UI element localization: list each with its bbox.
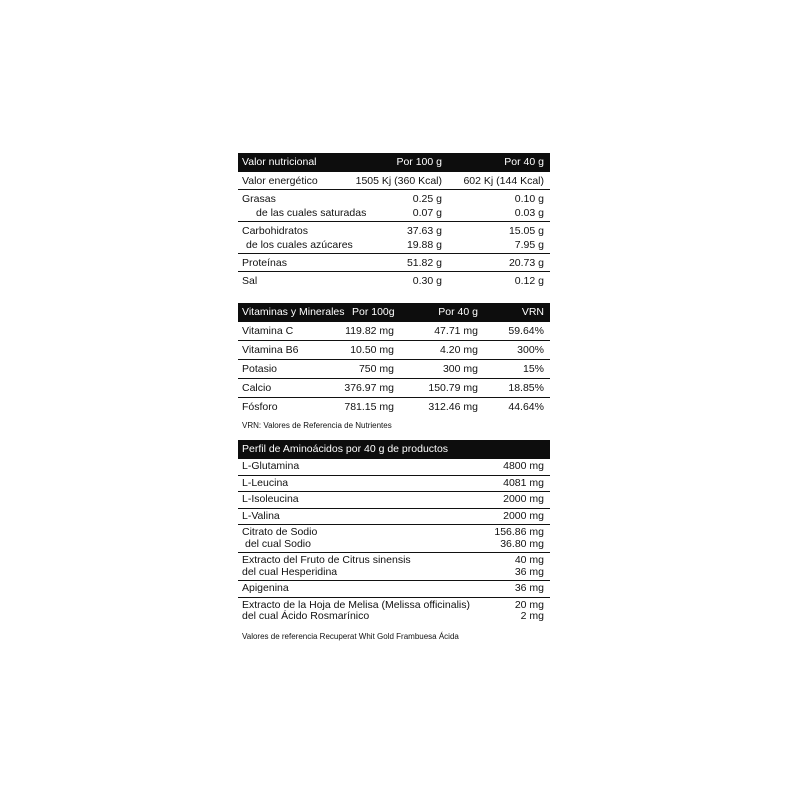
row-sublabel: del cual Ácido Rosmarínico [242,610,370,622]
header-nutrition-value: Valor nutricional [242,156,317,168]
protein-row [238,254,550,272]
value-per-100g: 750 mg [358,363,394,375]
row-value: 36.80 mg [500,537,544,550]
amino-name: L-Leucina [242,476,289,489]
value-per-100g: 19.88 g [406,239,442,251]
value-per-40g: 15.05 g [508,225,544,237]
value-per-100g: 0.07 g [412,207,442,219]
header-vrn: VRN [521,306,544,318]
nutrient-name: Fósforo [242,401,278,413]
vitamin-row [238,379,550,398]
value-per-40g: 20.73 g [508,257,544,269]
nutrition-table [238,153,550,289]
row-label: Proteínas [242,257,287,269]
value-per-100g: 781.15 mg [344,401,394,413]
row-label: Apigenina [242,582,289,594]
amino-name: L-Valina [242,509,280,522]
value-per-40g: 150.79 mg [428,382,478,394]
value-per-100g: 51.82 g [406,257,442,269]
value-per-40g: 312.46 mg [428,401,478,413]
row-label: Citrato de Sodio [242,526,318,538]
vitamins-table [238,303,550,432]
nutrient-name: Potasio [242,363,278,375]
row-label: Valor energético [242,175,318,187]
value-per-100g: 119.82 mg [345,325,394,337]
amino-row [238,476,550,493]
row-label: Carbohidratos [242,225,308,237]
row-value: 36 mg [514,565,544,578]
row-value: 156.86 mg [494,526,544,538]
amino-value: 2000 mg [503,509,544,522]
amino-table [238,440,550,641]
row-sublabel: de las cuales saturadas [256,207,367,219]
fats-row [238,190,550,222]
carbs-row [238,222,550,254]
value-per-100g: 10.50 mg [350,344,394,356]
nutrition-header [238,153,550,172]
amino-row [238,492,550,509]
vitamins-header [238,303,550,322]
row-sublabel: de los cuales azúcares [246,239,353,251]
apigenin-row [238,581,550,598]
vrn-value: 18.85% [508,382,544,394]
nutrient-name: Calcio [242,382,272,394]
header-per-100g: Por 100g [352,306,395,318]
value-per-40g: 0.12 g [514,275,544,287]
salt-row [238,272,550,289]
vitamin-row [238,341,550,360]
row-value: 40 mg [514,554,544,566]
value-per-40g: 0.10 g [514,193,544,205]
row-sublabel: del cual Sodio [245,537,311,550]
amino-row [238,509,550,526]
amino-header [238,440,550,459]
row-label: Extracto de la Hoja de Melisa (Melissa officinalis) [242,598,470,611]
energy-row [238,172,550,190]
row-label: Extracto del Fruto de Citrus sinensis [242,554,411,566]
row-sublabel: del cual Hesperidina [242,565,338,578]
row-value: 20 mg [514,598,544,611]
value-per-40g: 602 Kj (144 Kcal) [463,175,544,187]
amino-rows [238,459,550,525]
vitamin-row [238,360,550,379]
value-per-40g: 47.71 mg [434,325,478,337]
header-per-40g: Por 40 g [438,306,478,318]
nutrient-name: Vitamina C [242,325,294,337]
vitamin-row [238,322,550,341]
value-per-100g: 376.97 mg [344,382,394,394]
melissa-row [238,598,550,625]
vrn-value: 44.64% [508,401,544,413]
vitamins-rows [238,322,550,416]
header-per-100g: Por 100 g [396,156,442,168]
nutrient-name: Vitamina B6 [242,344,299,356]
row-label: Grasas [242,193,276,205]
amino-row [238,459,550,476]
vrn-value: 59.64% [508,325,544,337]
citrus-row [238,553,550,581]
vitamin-row [238,398,550,416]
amino-value: 4800 mg [503,460,544,472]
value-per-100g: 0.25 g [412,193,442,205]
row-value: 36 mg [514,582,544,594]
sodium-row [238,525,550,553]
vrn-value: 15% [522,363,544,375]
header-per-40g: Por 40 g [504,156,544,168]
amino-name: L-Isoleucina [242,493,299,505]
value-per-40g: 7.95 g [514,239,544,251]
value-per-100g: 1505 Kj (360 Kcal) [355,175,442,187]
amino-value: 2000 mg [503,493,544,505]
value-per-40g: 4.20 mg [440,344,478,356]
reference-footer: Valores de referencia Recuperat Whit Gold Frambuesa Ácida [242,631,459,641]
amino-name: L-Glutamina [242,460,300,472]
value-per-100g: 0.30 g [412,275,442,287]
row-label: Sal [242,275,258,287]
amino-value: 4081 mg [503,476,544,489]
value-per-40g: 0.03 g [514,207,544,219]
value-per-100g: 37.63 g [406,225,442,237]
header-amino-profile: Perfil de Aminoácidos por 40 g de productos [242,443,449,455]
value-per-40g: 300 mg [442,363,478,375]
vrn-note: VRN: Valores de Referencia de Nutrientes [242,421,392,430]
vrn-value: 300% [517,344,544,356]
header-vitamins-minerals: Vitaminas y Minerales [242,306,345,318]
row-value: 2 mg [520,610,544,622]
